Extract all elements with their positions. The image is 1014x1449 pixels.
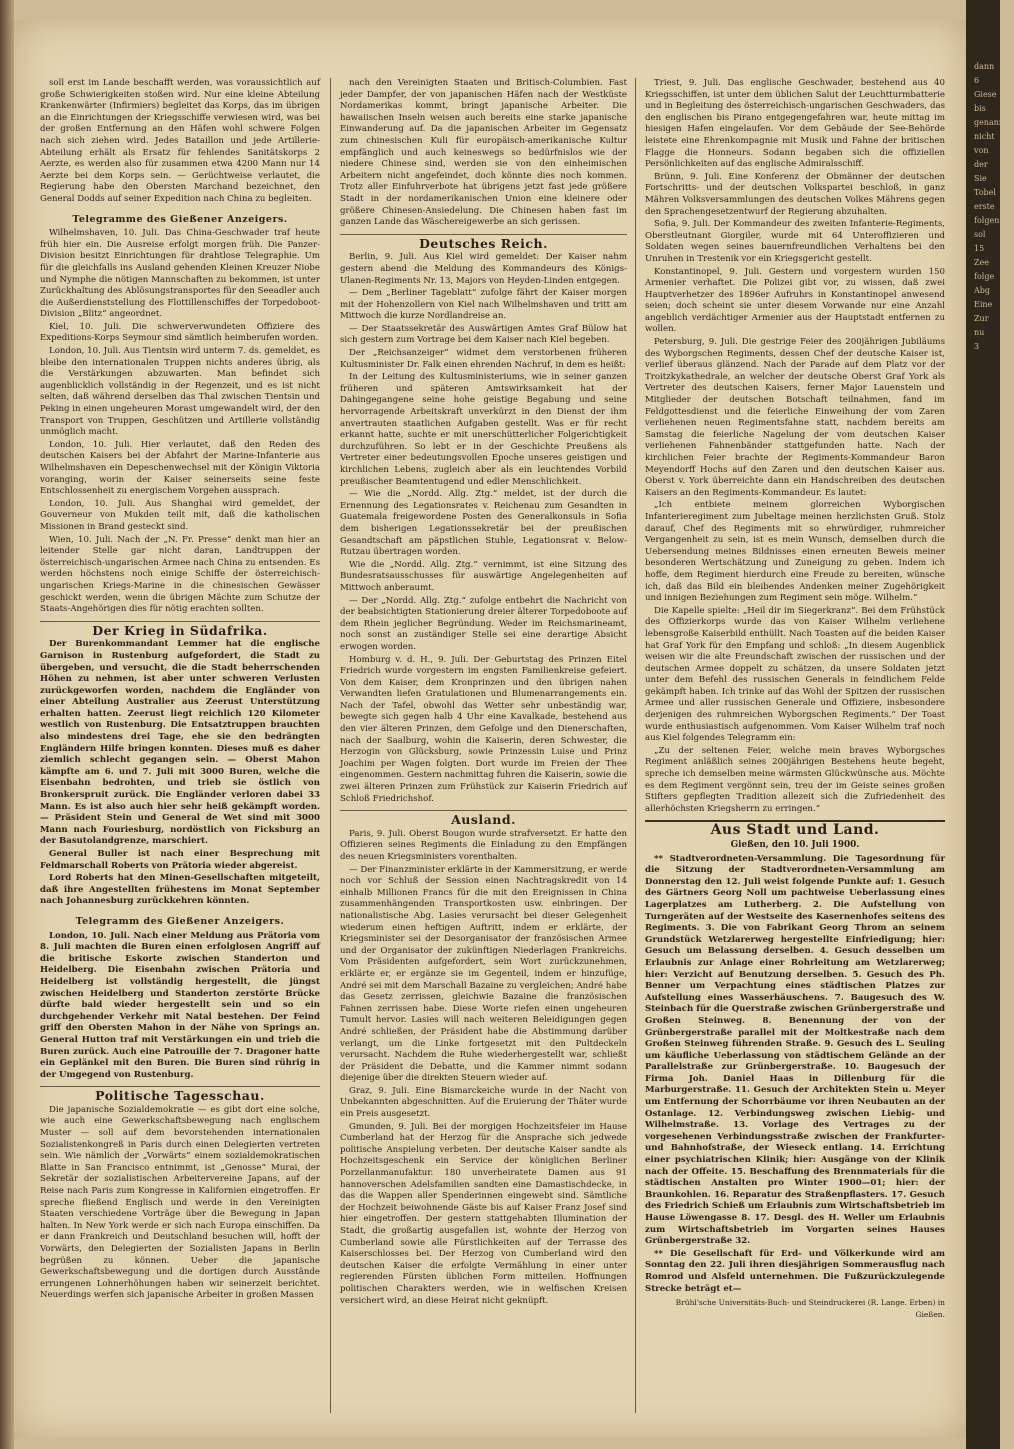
- article-paragraph: „Ich entbiete meinem glorreichen Wyborgischen Infanterieregiment zum Jubeltage meinen herzlichsten Gruß. Stolz darauf, Chef des Regiments mit so ehrwürdiger, ruhmreicher Vergangenheit zu sein, ist es mein Wunsch, demselben durch die Uebersendung meines Bildnisses einen erneuten Beweis meiner besonderen Wertschätzung und Zuneigung zu geben. Indem ich hoffe, dem Regiment hierdurch eine Freude zu bereiten, wünsche ich, daß das Bild ein bleibendes Andenken meiner Zugehörigkeit und innigen Beziehungen zum Regiment sein möge. Wilhelm.“: [645, 500, 945, 604]
- article-paragraph: Lord Roberts hat den Minen-Gesellschaften mitgeteilt, daß ihre Angestellten frühestens im Monat September nach Johannesburg zurückkehren könnten.: [40, 873, 320, 907]
- article-paragraph: Der „Reichsanzeiger“ widmet dem verstorbenen früheren Kultusminister Dr. Falk einen ehrenden Nachruf, in dem es heißt:: [340, 348, 627, 370]
- article-paragraph: Wie die „Nordd. Allg. Ztg.“ vernimmt, ist eine Sitzung des Bundesratsausschusses für auswärtige Angelegenheiten auf Mittwoch anberaumt.: [340, 559, 627, 593]
- column-3: [645, 78, 945, 1413]
- printer-footer: Brühl'sche Universitäts-Buch- und Steindruckerei (R. Lange. Erben) in Gießen.: [675, 1298, 945, 1319]
- article-paragraph: ** Die Gesellschaft für Erd- und Völkerkunde wird am Sonntag den 22. Juli ihren diesjährigen Sommerausflug nach Romrod und Alsfeld unternehmen. Die Fußzurückzulegende Strecke beträgt et—: [645, 1248, 945, 1294]
- article-paragraph: General Buller ist nach einer Besprechung mit Feldmarschall Roberts von Prätoria wieder abgereist.: [40, 849, 320, 871]
- article-paragraph: ** Stadtverordneten-Versammlung. Die Tagesordnung für die Sitzung der Stadtverordneten-Versammlung am Donnerstag den 12. Juli weist folgende Punkte auf: 1. Gesuch des Gärtners Georg Noll um pachtweise Ueberlassung eines Lagerplatzes am Lutherberg. 2. Die Aufstellung von Turngeräten auf der Westseite des Kasernenhofes seitens des Regiments. 3. Die von Fabrikant Georg Throm an seinem Grundstück Wetzlarerweg hergestellte Einfriedigung; hier: Gesuch um Belassung derselben. 4. Gesuch desselben um Erlaubnis zur Anlage einer Rohrleitung am Wetzlarerweg; hier: Verzicht auf Benutzung derselben. 5. Gesuch des Ph. Benner um Verpachtung eines städtischen Platzes zur Aufstellung eines Wasserhäuschens. 7. Baugesuch des W. Steinbach für die Querstraße zwischen Grünbergerstraße und Großen Steinweg. 8. Benennung der von der Grünbergerstraße parallel mit der Moltkestraße nach dem Großen Steinweg führenden Straße. 9. Gesuch des L. Seuling um käufliche Ueberlassung von städtischem Gelände an der Parallelstraße zur Grünbergerstraße. 10. Baugesuch der Firma Joh. Daniel Haas in Dillenburg für die Marburgerstraße. 11. Gesuch der Architekten Stein u. Meyer um Entfernung der Schorrbäume vor ihren Neubauten an der Ostanlage. 12. Verbindungsweg zwischen Liebig- und Wilhelmstraße. 13. Vorlage des Vertrages zu der vorgesehenen Verbindungsstraße zwischen der Frankfurter- und Bahnhofstraße, der Wieseck entlang. 14. Errichtung einer psychiatrischen Klinik; hier: Ausgänge von der Klinik nach der Offeite. 15. Beschaffung des Brennmaterials für die städtischen Anstalten pro Winter 1900—01; hier: der Braunkohlen. 16. Reparatur des Straßenpflasters. 17. Gesuch des Friedrich Schieß um Erlaubnis zum Wirtschaftsbetrieb im Hause Löwengasse 8. 17. Desgl. des H. Weller um Erlaubnis zum Wirtschaftsbetrieb im Vorgarten seines Hauses Grünbergerstraße 32.: [645, 853, 945, 1247]
- article-paragraph: Petersburg, 9. Juli. Die gestrige Feier des 200jährigen Jubiläums des Wyborgschen Regiments, dessen Chef der deutsche Kaiser ist, verlief überaus glänzend. Nach der Parade auf dem Platz vor der Troitzkykathedrale, an welcher der deutsche Oberst Graf York als Vertreter des deutschen Kaisers, ferner Major Lauenstein und Mitglieder der deutschen Botschaft teilnahmen, fand im Feldgottesdienst und die feierliche Einweihung der vom Zaren verliehenen neuen Regimentsfahne statt, nachdem bereits am Samstag die feierliche Nagelung der vom deutschen Kaiser verliehenen Fahnenbänder stattgefunden hatte. Nach der kirchlichen Feier brachte der Regiments-Kommandeur Baron Meyendorff Hochs auf den Zaren und den deutschen Kaiser aus. Oberst v. York überreichte dann ein Handschreiben des deutschen Kaisers an den Regiments-Kommandeur. Es lautet:: [645, 337, 945, 498]
- article-paragraph: Die japanische Sozialdemokratie — es gibt dort eine solche, wie auch eine Gewerkschaftsbewegung nach englischem Muster — soll auf dem bevorstehenden internationalen Sozialistenkongreß in Paris durch einen Delegierten vertreten sein. Wie nämlich der „Vorwärts“ einem sozialdemokratischen Blatte in San Francisco entnimmt, ist „Genosse“ Murai, der Sekretär der sozialistischen Arbeitervereine Japans, auf der Reise nach Paris zum Kongresse in Kalifornien eingetroffen. Er spreche fließend Englisch und werde in den Vereinigten Staaten verschiedene Vorträge über die Bewegung in Japan halten. In New York werde er sich nach Europa einschiffen. Da er dann Frankreich und Deutschland besuchen will, hofft der Vorwärts, den Delegierten der Sozialisten Japans in Berlin begrüßen zu können. Ueber die japanische Gewerkschaftsbewegung und die dortigen durch Ausstände errungenen Lohnerhöhungen haben wir seinerzeit berichtet. Neuerdings werfen sich japanische Arbeiter in großen Massen: [40, 1104, 320, 1301]
- telegram-paragraph: London, 10. Juli. Aus Tientsin wird unterm 7. ds. gemeldet, es bleibe den internationalen Truppen nichts anderes übrig, als die Verstärkungen abzuwarten. Man befindet sich augenblicklich vollständig in der Regenzeit, und es ist nicht selten, daß während derselben das Thal zwischen Tientsin und Peking in einen ungeheuren Morast umgewandelt wird, der den Transport von Truppen, Geschützen und Artillerie vollständig unmöglich macht.: [40, 346, 320, 438]
- article-paragraph: Homburg v. d. H., 9. Juli. Der Geburtstag des Prinzen Eitel Friedrich wurde vorgestern im engsten Familienkreise gefeiert. Von dem Kaiser, dem Kronprinzen und den übrigen nahen Verwandten liefen Gratulationen und Blumenarrangements ein. Nach der Tafel, obwohl das Wetter sehr unbeständig war, bewegte sich gegen halb 4 Uhr eine Kavalkade, bestehend aus den vier älteren Prinzen, dem Gefolge und den Dienerschaften, nach der Saalburg, wohin die Kaiserin, deren Schwester, die Herzogin von Glücksburg, sowie Prinzessin Luise und Prinz Joachim per Wagen folgten. Dort wurde im Freien der Thee eingenommen. Gestern nachmittag fuhren die Kaiserin, sowie die zwei älteren Prinzen zum Frühstück zur Kaiserin Friedrich auf Schloß Friedrichshof.: [340, 654, 627, 804]
- article-paragraph: — Der Finanzminister erklärte in der Kammersitzung, er werde noch vor Schluß der Session einen Nachtragskredit von 14 einhalb Millionen Francs für die mit den Ereignissen in China zusammenhängenden Transportkosten usw. einbringen. Der nationalistische Abg. Lasies verursacht bei dieser Gelegenheit wiederum einen heftigen Auftritt, indem er erklärte, der Kriegsminister sei der Desorganisator der französischen Armee und der Organisator der zukünftigen Niederlagen Frankreichs. Vom Präsidenten aufgefordert, sein Wort zurückzunehmen, erklärte er, er ergänze sie im Gegenteil, indem er hinzufüge, André sei mit dem Marschall Bazaine zu vergleichen; André habe das Gesetz zerrissen, gleichwie Bazaine die französischen Fahnen zerrissen habe. Diese Worte riefen einen ungeheuren Tumult hervor. Lasies will nach weiteren Beleidigungen gegen André schließen, der Präsident habe die Abstimmung darüber verlangt, um die Linke fortgesetzt mit den Pultdeckeln verursacht. Nachdem die Ruhe wiederhergestellt war, schließt der Präsident die Debatte, und die Kammer nimmt sodann diejenige über die direkten Steuern wieder auf.: [340, 864, 627, 1084]
- dateline: Gießen, den 10. Juli 1900.: [730, 840, 860, 850]
- article-paragraph: „Zu der seltenen Feier, welche mein braves Wyborgsches Regiment anläßlich seines 200jährigen Bestehens heute begeht, spreche ich demselben meine wärmsten Glückwünsche aus. Möchte es dem Regiment vergönnt sein, treu der im Geiste seines großen Stifters gepflegten Tradition allezeit sich die Zufriedenheit des allerhöchsten Kriegsherrn zu erringen.“: [645, 745, 945, 814]
- article-paragraph: — Wie die „Nordd. Allg. Ztg.“ meldet, ist der durch die Ernennung des Legationsrates v. Reichenau zum Gesandten in Guatemala freigewordene Posten des Generalkonsuls in Sofia dem bisherigen Legationssekretär bei der preußischen Gesandtschaft am päpstlichen Stuhle, Legationsrat v. Below-Rutzau übertragen worden.: [340, 489, 627, 558]
- article-paragraph: — Der „Nordd. Allg. Ztg.“ zufolge entbehrt die Nachricht von der beabsichtigten Stationierung dreier älterer Torpedoboote auf dem Rhein jeglicher Begründung. Weder im Reichsmarineamt, noch sonst an zuständiger Stelle sei eine derartige Absicht erwogen worden.: [340, 595, 627, 652]
- adjacent-page-edge: [966, 0, 1008, 1449]
- article-paragraph: Graz, 9. Juli. Eine Bismarckeiche wurde in der Nacht von Unbekannten abgeschnitten. Auf die Eruierung der Thäter wurde ein Preis ausgesetzt.: [340, 1085, 627, 1120]
- section-heading: Telegramme des Gießener Anzeigers.: [72, 213, 288, 225]
- telegram-paragraph: Wien, 10. Juli. Nach der „N. Fr. Presse“ denkt man hier an leitender Stelle gar nicht daran, Landtruppen der österreichisch-ungarischen Armee nach China zu entsenden. Es werden höchstens noch einige Schiffe der österreichisch-ungarischen Kriegs-Marine in die chinesischen Gewässer geschickt werden, wenn die übrigen Mächte zum Schutze der Staats-Angehörigen dies für nötig erachten sollten.: [40, 534, 320, 615]
- section-heading: Politische Tagesschau.: [40, 1086, 320, 1102]
- newspaper-page: [14, 20, 966, 1438]
- telegram-paragraph: London, 10. Juli. Aus Shanghai wird gemeldet, der Gouverneur von Mukden teilt mit, daß die katholischen Missionen in Brand gesteckt sind.: [40, 498, 320, 532]
- article-paragraph: In der Leitung des Kultusministeriums, wie in seiner ganzen früheren und späteren Amtswirksamkeit hat der Dahingegangene seine hohe geistige Begabung und seine hervorragende Arbeitskraft unverkürzt in den Dienst der ihm anvertrauten staatlichen Aufgaben gestellt. Was er für recht erkannt hatte, suchte er mit unerschütterlicher Folgerichtigkeit durchzuführen. So lebt er in der Geschichte Preußens als Vertreter einer bedeutungsvollen Epoche unseres geistigen und kirchlichen Lebens, zugleich aber als ein leuchtendes Vorbild preußischer Beamtentugend und edler Menschlichkeit.: [340, 372, 627, 487]
- section-heading: Ausland.: [340, 810, 627, 826]
- article-paragraph: Die Kapelle spielte: „Heil dir im Siegerkranz“. Bei dem Frühstück des Offizierkorps wurde das von Kaiser Wilhelm verliehene lebensgroße Kaiserbild enthüllt. Nach Toasten auf die beiden Kaiser hat Graf York für den Empfang und schloß: „In diesem Augenblick weisen wir die alte Freundschaft zwischen der russischen und der deutschen Armee doppelt zu schätzen, da unsere Soldaten jetzt unter dem Befehl des russischen Generals in feindlichem Felde gekämpft haben. Ich trinke auf das Wohl der Spitzen der russischen Armee und aller russischen Generale und Offiziere, insbesondere derjenigen des ruhmreichen Wyborgschen Regiments.“ Der Toast wurde enthusiastisch aufgenommen. Vom Kaiser Wilhelm traf noch aus Kiel folgendes Telegramm ein:: [645, 605, 945, 744]
- article-paragraph: nach den Vereinigten Staaten und Britisch-Columbien. Fast jeder Dampfer, der von japanischen Häfen nach der Westküste Nordamerikas kommt, bringt japanische Arbeiter. Die hawaiischen Inseln weisen auch bereits eine starke japanische Einwanderung auf. Da die japanischen Arbeiter im Gegensatz zum chinesischen Kuli für europäisch-amerikanische Kultur empfänglich und auch keineswegs so bedürfnislos wie der niedere Chinese sind, werden sie von den einheimischen Arbeitern nicht angefeindet, doch könnte dies noch kommen. Trotz aller Einfuhrverbote hat übrigens jetzt fast jede größere Stadt in der nordamerikanischen Union eine kleinere oder größere Chinesen-Ansiedelung. Die Chinesen haben fast im ganzen Lande das Wäschereigewerbe an sich gerissen.: [340, 78, 627, 228]
- telegram-paragraph: Kiel, 10. Juli. Die schwerverwundeten Offiziere des Expeditions-Korps Seymour sind sämtlich heimberufen worden.: [40, 321, 320, 344]
- article-paragraph: — Der Staatssekretär des Auswärtigen Amtes Graf Bülow hat sich gestern zum Vortrage bei dem Kaiser nach Kiel begeben.: [340, 323, 627, 346]
- telegram-paragraph: London, 10. Juli. Nach einer Meldung aus Prätoria vom 8. Juli machten die Buren einen erfolglosen Angriff auf die britische Eskorte zwischen Standerton und Heidelberg. Die Eisenbahn zwischen Prätoria und Heidelberg ist vollständig hergestellt, die jüngst zwischen Heidelberg und Standerton zerstörte Brücke dürfte bald wieder hergestellt sein und so ein durchgehender Verkehr mit Natal bestehen. Der Feind griff den Obersten Mahon in der Nähe von Springs an. General Hutton traf mit Verstärkungen ein und trieb die Buren zurück. Auch eine Patrouille der 7. Dragoner hatte ein Geplänkel mit den Buren. Die Buren sind rührig in der Umgegend von Rustenburg.: [40, 930, 320, 1080]
- column-rule: [635, 78, 636, 1413]
- column-2: [340, 78, 627, 1413]
- article-paragraph: Brünn, 9. Juli. Eine Konferenz der Obmänner der deutschen Fortschritts- und der deutschen Volkspartei beschloß, in ganz Mähren Volksversammlungen des deutschen Volkes Mährens gegen den Sprachengesetzentwurf der Regierung abzuhalten.: [645, 171, 945, 217]
- article-paragraph: Sofia, 9. Juli. Der Kommandeur des zweiten Infanterie-Regiments, Oberstleutnant Giorgiler, wurde mit 64 Unteroffizieren und Soldaten wegen seines bauernfreundlichen Verhaltens bei den Unruhen in Trestenik vor ein Kriegsgericht gestellt.: [645, 219, 945, 264]
- telegram-paragraph: Wilhelmshaven, 10. Juli. Das China-Geschwader traf heute früh hier ein. Die Ausreise erfolgt morgen früh. Die Panzer-Division besitzt Einrichtungen für drahtlose Telegraphie. Um für die gleichfalls ins Ausland gehenden Kleinen Kreuzer Niobe und Nymphe die nötigen Mannschaften zu bekommen, ist unter Zurückhaltung des Ablösungstransportes für den Seeadler auch die Außerdienststellung des Flottillenschiffes der Torpedoboot-Division „Blitz“ angeordnet.: [40, 228, 320, 320]
- telegram-paragraph: London, 10. Juli. Hier verlautet, daß den Reden des deutschen Kaisers bei der Abfahrt der Marine-Infanterie aus Wilhelmshaven ein Depeschenwechsel mit der Königin Viktoria voranging, worin der Kaiser seinerseits seine feste Entschlossenheit zu energischem Vorgehen aussprach.: [40, 439, 320, 497]
- article-paragraph: Der Burenkommandant Lemmer hat die englische Garnison in Rustenburg aufgefordert, die Stadt zu übergeben, und versucht, die die Stadt beherrschenden Höhen zu nehmen, ist aber unter schweren Verlusten zurückgeworfen worden, nachdem die Engländer von einer Abteilung Australier aus Zeerust Unterstützung erhalten hatten. Zeerust liegt reichlich 120 Kilometer westlich von Rustenburg. Die Entsatztruppen brauchten also mindestens drei Tage, ehe sie den bedrängten Engländern Hilfe bringen konnten. Dieses muß es daher ziemlich schlecht gegangen sein. — Oberst Mahon kämpfte am 6. und 7. Juli mit 3000 Buren, welche die Eisenbahn bedrohten, und trieb sie östlich von Bronkerspruit zurück. Die Engländer verloren dabei 33 Mann. Es ist also auch hier sehr heiß gekämpft worden. — Präsident Stein und General de Wet sind mit 3000 Mann nach Fouriesburg, nordöstlich von Ficksburg an der Basutolandgrenze, marschiert.: [40, 639, 320, 847]
- column-1: [40, 78, 320, 1413]
- article-paragraph: Paris, 9. Juli. Oberst Bougon wurde strafversetzt. Er hatte den Offizieren seines Regiments die Einladung zu den Empfängen des neuen Kriegsministers vorenthalten.: [340, 828, 627, 862]
- adjacent-page-text: dann 6 Giese bis genannt nicht von der Sie Tobel erste folgen sol 15 Zee folge Abg Eine Zur nu 3: [974, 62, 1008, 351]
- article-paragraph: Berlin, 9. Juli. Aus Kiel wird gemeldet: Der Kaiser nahm gestern abend die Meldung des Kommandeurs des Königs-Ulanen-Regiments Nr. 13, Majors von Heyden-Linden entgegen.: [340, 252, 627, 286]
- page-gutter-left: [0, 0, 14, 1449]
- article-paragraph: Gmunden, 9. Juli. Bei der morgigen Hochzeitsfeier im Hause Cumberland hat der Herzog für die Ansprache sich jedwede politische Anspielung verbeten. Der deutsche Kaiser sandte als Hochzeitsgeschenk ein Service der königlichen Berliner Porzellanmanufaktur. 180 unverheiratete Damen aus 91 hannoverschen Adelsfamilien sandten eine Damastischdecke, in das die Wappen aller Spenderinnen eingewebt sind. Sämtliche der Hochzeit beiwohnende Gäste bis auf Kaiser Franz Josef sind hier eingetroffen. Der gestern stattgehabten Illumination der Stadt, die großartig ausgefallen ist, wohnte der Herzog von Cumberland sowie alle Fürstlichkeiten auf der Terrasse des Kaiserschlosses bei. Der Herzog von Cumberland wird den deutschen Kaiser die erfolgte Vermählung in einer unter regierenden Fürsten üblichen Form mitteilen. Hoffnungen politischen Charakters werden, wie in welfischen Kreisen versichert wird, an diese Heirat nicht geknüpft.: [340, 1121, 627, 1306]
- section-heading: Telegramm des Gießener Anzeigers.: [75, 915, 285, 927]
- article-paragraph: soll erst im Lande beschafft werden, was voraussichtlich auf große Schwierigkeiten stoßen wird. Nur eine kleine Abteilung Krankenwärter (Infirmiers) begleitet das Korps, das im übrigen an die Einrichtungen der Kriegsschiffe verwiesen wird, was bei der großen Entfernung an den Häfen wohl schwere Folgen nach sich ziehen wird. Jedes Bataillon und jede Artillerie-Abteilung erhält als Ersatz für fehlendes Sanitätskorps 2 Aerzte, es werden also für zusammen etwa 4200 Mann nur 14 Aerzte bei dem Korps sein. — Gerüchtweise verlautet, die Regierung habe den Obersten Marchand bezeichnet, den General Dodds auf seiner Expedition nach China zu begleiten.: [40, 78, 320, 204]
- section-heading: Deutsches Reich.: [340, 234, 627, 250]
- article-paragraph: Konstantinopel, 9. Juli. Gestern und vorgestern wurden 150 Armenier verhaftet. Die Polizei gibt vor, zu wissen, daß zwei Hauptverhetzer des 1896er Aufruhrs in Konstantinopel anwesend seien; doch scheint sie unter diesem Vorwande nur eine Anzahl angeblich verdächtiger Armenier aus der Hauptstadt entfernen zu wollen.: [645, 266, 945, 335]
- section-heading: Aus Stadt und Land.: [645, 820, 945, 837]
- article-paragraph: Triest, 9. Juli. Das englische Geschwader, bestehend aus 40 Kriegsschiffen, ist unter dem üblichen Salut der Leuchtturmbatterie und in Begleitung des österreichisch-ungarischen Geschwaders, das den englischen bis Pirano entgegengefahren war, heute mittag im hiesigen Hafen eingelaufen. Vor dem Gebäude der See-Behörde leistete eine Ehrenkompagnie mit Musik und Fahne der britischen Flagge die Honneurs. Sodann begaben sich die offiziellen Persönlichkeiten auf das englische Admiralsschiff.: [645, 78, 945, 170]
- section-heading: Der Krieg in Südafrika.: [40, 621, 320, 637]
- column-rule: [330, 78, 331, 1413]
- article-paragraph: — Dem „Berliner Tageblatt“ zufolge fährt der Kaiser morgen mit der Hohenzollern von Kiel nach Wilhelmshaven und tritt am Mittwoch die kurze Nordlandreise an.: [340, 288, 627, 322]
